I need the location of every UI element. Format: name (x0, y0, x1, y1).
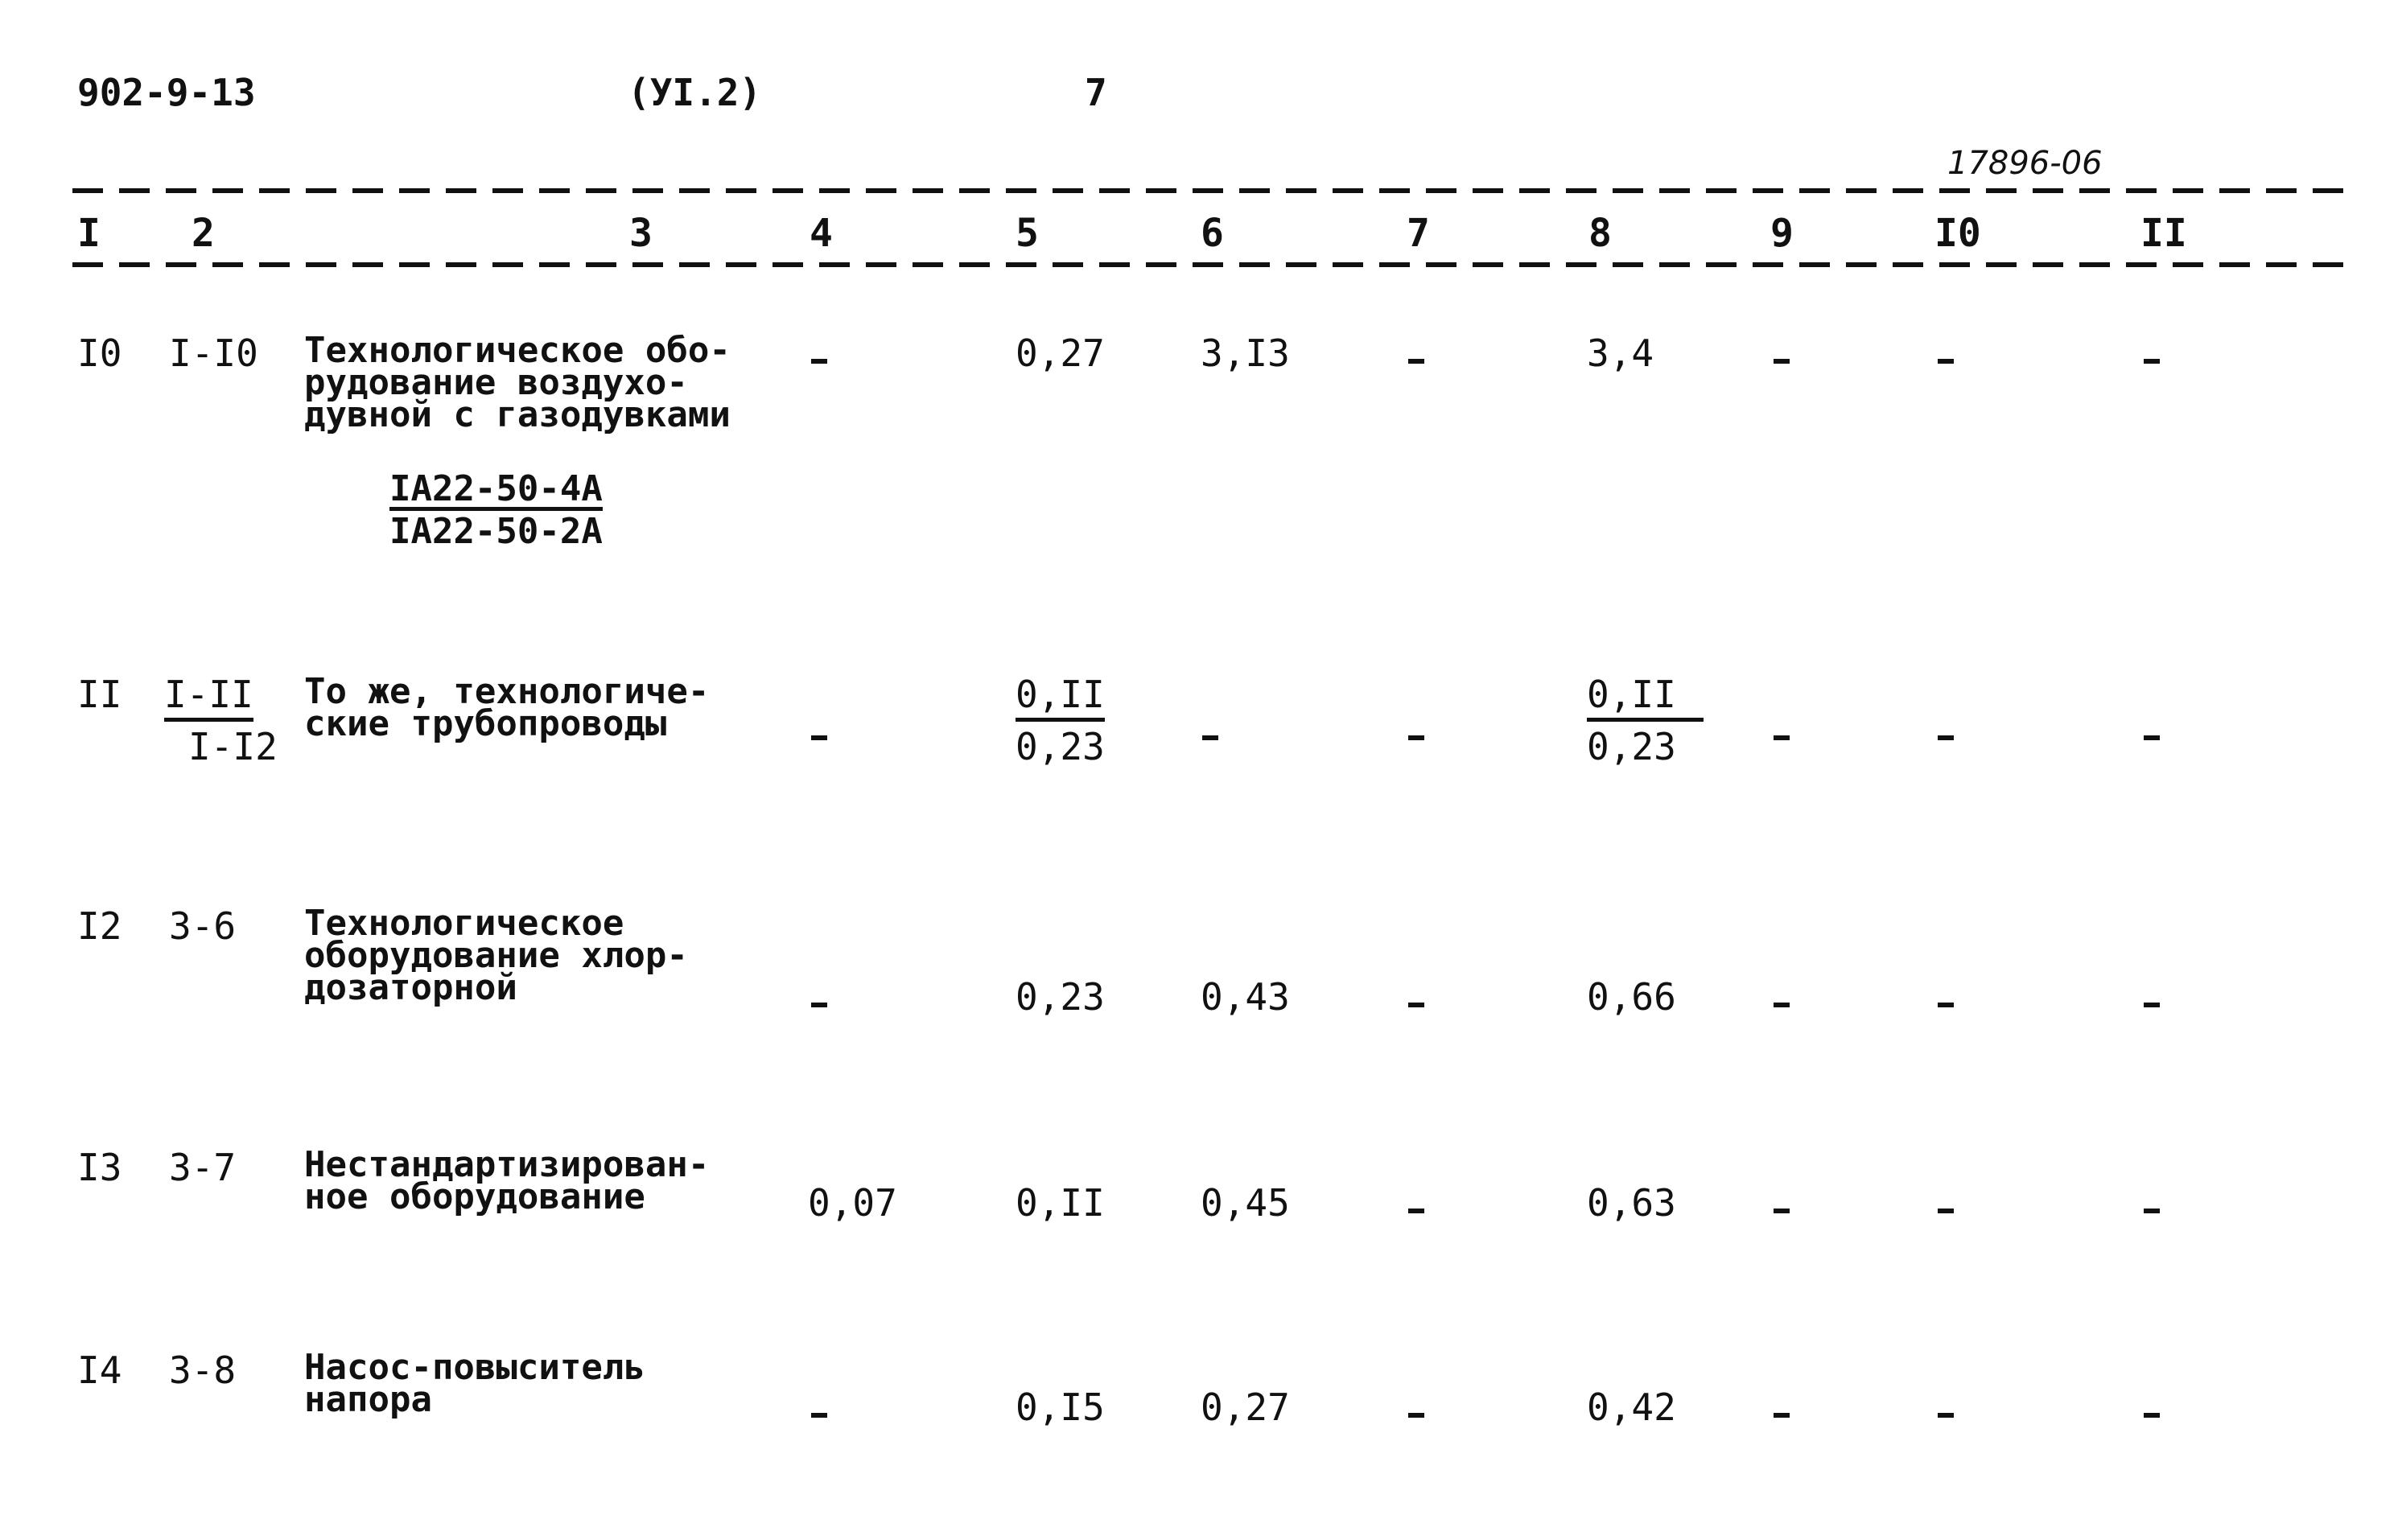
cell-dash (1938, 1003, 1954, 1007)
section-number: (УI.2) (628, 71, 762, 114)
cell-dash (1408, 1413, 1424, 1418)
cell-dash (2144, 1413, 2160, 1418)
row-description: Нестандартизирован- ное оборудование (304, 1144, 710, 1217)
row-description-equipment-model (304, 441, 603, 580)
cell-col5: 0,II (1016, 1181, 1105, 1225)
cell-dash (1774, 1413, 1790, 1418)
row-reference: 3-6 (169, 904, 237, 948)
row-description: Технологическое оборудование хлор- дозаторной (304, 903, 688, 1008)
col5-numerator: 0,II (1016, 673, 1105, 722)
cell-col8: 3,4 (1587, 331, 1654, 375)
cell-col5: 0,I5 (1016, 1386, 1105, 1429)
cell-dash (1938, 359, 1954, 364)
row-reference: I-I0 (169, 331, 258, 375)
cell-dash (1202, 735, 1218, 740)
reference-denominator: I-I2 (188, 725, 278, 768)
row-number: I4 (77, 1349, 122, 1392)
row-description: Насос-повыситель напора (304, 1347, 645, 1420)
column-header-10: I0 (1934, 211, 1981, 256)
cell-dash (1774, 359, 1790, 364)
row-number: I3 (77, 1146, 122, 1189)
column-header-6: 6 (1201, 211, 1224, 256)
model-denominator: IA22-50-2A (389, 511, 603, 552)
cell-col5: 0,27 (1016, 331, 1105, 375)
cell-col8: 0,42 (1587, 1386, 1676, 1429)
row-number: I2 (77, 904, 122, 948)
row-number: I0 (77, 331, 122, 375)
cell-dash (1774, 735, 1790, 740)
cell-dash (1938, 1209, 1954, 1213)
row-description: Технологическое обо- рудование воздухо- дувной с газодувками (304, 330, 731, 435)
cell-dash (811, 735, 827, 740)
cell-dash (1774, 1209, 1790, 1213)
col8-denominator: 0,23 (1587, 725, 1676, 768)
cell-dash (1938, 1413, 1954, 1418)
cell-dash (1408, 359, 1424, 364)
cell-col5: 0,23 (1016, 975, 1105, 1019)
page-number: 7 (1085, 71, 1107, 114)
handwritten-reference: 17896-06 (1947, 145, 2103, 182)
cell-dash (1408, 1003, 1424, 1007)
column-header-5: 5 (1016, 211, 1039, 256)
row-number: II (77, 673, 122, 716)
cell-dash (811, 1003, 827, 1007)
cell-dash (2144, 1209, 2160, 1213)
cell-dash (1938, 735, 1954, 740)
cell-dash (1408, 735, 1424, 740)
header-bottom-rule (72, 262, 2350, 267)
cell-col6: 3,I3 (1201, 331, 1290, 375)
column-header-3: 3 (629, 211, 653, 256)
column-header-11: II (2140, 211, 2187, 256)
cell-dash (811, 1413, 827, 1418)
cell-dash (2144, 735, 2160, 740)
cell-col8: 0,63 (1587, 1181, 1676, 1225)
row-reference: 3-8 (169, 1349, 237, 1392)
row-reference-fraction (164, 673, 278, 768)
column-header-7: 7 (1407, 211, 1430, 256)
column-header-4: 4 (810, 211, 833, 256)
cell-col5-fraction (1016, 673, 1105, 768)
table-top-rule (72, 188, 2350, 193)
cell-col6: 0,45 (1201, 1181, 1290, 1225)
col8-numerator: 0,II (1587, 673, 1704, 722)
cell-col6: 0,43 (1201, 975, 1290, 1019)
cell-dash (811, 359, 827, 364)
cell-dash (2144, 359, 2160, 364)
row-description: То же, технологиче- ские трубопроводы (304, 671, 710, 744)
cell-dash (2144, 1003, 2160, 1007)
cell-col6: 0,27 (1201, 1386, 1290, 1429)
column-header-2: 2 (192, 211, 215, 256)
cell-col8-fraction (1587, 673, 1704, 768)
cell-dash (1408, 1209, 1424, 1213)
document-number: 902-9-13 (77, 71, 256, 114)
cell-col4: 0,07 (808, 1181, 897, 1225)
column-header-9: 9 (1770, 211, 1794, 256)
cell-col8: 0,66 (1587, 975, 1676, 1019)
column-header-1: I (77, 211, 101, 256)
cell-dash (1774, 1003, 1790, 1007)
column-header-8: 8 (1588, 211, 1612, 256)
model-numerator: IA22-50-4A (389, 468, 603, 509)
col5-denominator: 0,23 (1016, 725, 1105, 768)
row-reference: 3-7 (169, 1146, 237, 1189)
reference-numerator: I-II (164, 673, 253, 722)
